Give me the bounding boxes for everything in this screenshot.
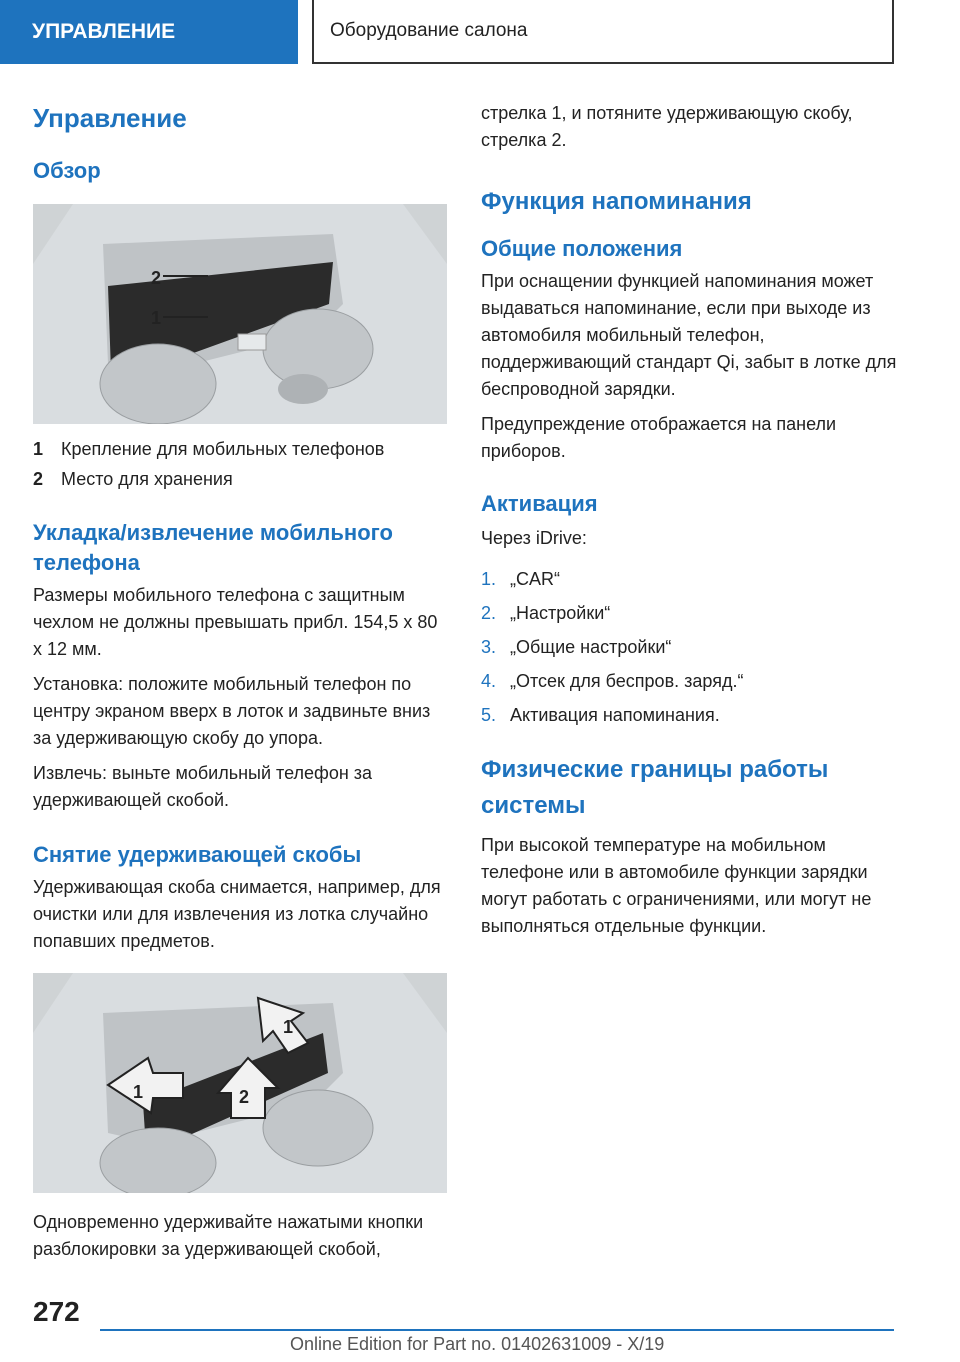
reminder-heading: Функция напоминания xyxy=(481,188,752,215)
legend-number: 2 xyxy=(33,469,44,489)
callout-1: 1 xyxy=(151,308,162,328)
remove-text: Извлечь: выньте мобильный телефон за удерживающей скобой. xyxy=(33,763,373,810)
warning-text: Предупреждение отображается на панели приборов. xyxy=(481,414,837,461)
activation-heading: Активация xyxy=(481,491,598,516)
step-text: „CAR“ xyxy=(510,569,560,589)
overview-heading: Обзор xyxy=(33,158,101,183)
callout-1-left: 1 xyxy=(133,1082,144,1102)
insert-remove-heading: Укладка/извлечение мобильного телефона xyxy=(33,520,393,575)
step-text: „Настройки“ xyxy=(510,603,611,623)
press-buttons-text: Одновременно удерживайте нажатыми кнопки разблокировки за удерживающей скобой, xyxy=(33,1212,424,1259)
bracket-heading: Снятие удерживающей скобы xyxy=(33,842,362,867)
install-text: Установка: положите мобильный телефон по центру экраном вверх в лоток и задвиньте вниз за удерживающую скобу до упора. xyxy=(33,674,431,748)
activation-steps xyxy=(481,562,901,732)
legend-item xyxy=(33,464,449,494)
step-text: „Отсек для беспров. заряд.“ xyxy=(510,671,744,691)
step-number: 1. xyxy=(481,569,497,589)
step-item xyxy=(481,698,901,732)
right-column xyxy=(481,100,901,940)
step-item xyxy=(481,630,901,664)
legend-text: Место для хранения xyxy=(61,469,233,489)
figure-legend xyxy=(33,434,449,494)
footer-divider xyxy=(100,1329,894,1331)
legend-text: Крепление для мобильных телефонов xyxy=(61,439,385,459)
bracket-removal-illustration xyxy=(33,973,447,1193)
section-title: Оборудование салона xyxy=(312,0,894,64)
step-number: 4. xyxy=(481,671,497,691)
step-number: 3. xyxy=(481,637,497,657)
limits-text: При высокой температуре на мобильном телефоне или в автомобиле функции зарядки могут работать с ограничениями, или могут не выполняться отдельные функции. xyxy=(481,835,872,936)
left-column xyxy=(33,100,449,1263)
general-text: При оснащении функцией напоминания может выдаваться напоминание, если при выходе из автомобиля мобильный телефон, поддерживающий стандарт Qi, забыт в лотке для беспроводной зарядки. xyxy=(481,271,897,399)
callout-1-right: 1 xyxy=(283,1017,294,1037)
tray-overview-illustration xyxy=(33,204,447,424)
step-item xyxy=(481,664,901,698)
phone-size-text: Размеры мобильного телефона с защитным чехлом не должны превышать прибл. 154,5 x 80 x 12 мм. xyxy=(33,585,438,659)
step-text: Активация напоминания. xyxy=(510,705,720,725)
edition-footer: Online Edition for Part no. 01402631009 - X/19 xyxy=(290,1334,665,1354)
page-number: 272 xyxy=(33,1296,80,1327)
step-item xyxy=(481,562,901,596)
callout-2: 2 xyxy=(151,268,162,288)
bracket-text: Удерживающая скоба снимается, например, для очистки или для извлечения из лотка случайно попавших предметов. xyxy=(33,877,441,951)
step-number: 5. xyxy=(481,705,497,725)
callout-2-arrow: 2 xyxy=(239,1087,250,1107)
step-number: 2. xyxy=(481,603,497,623)
legend-item xyxy=(33,434,449,464)
via-idrive-text: Через iDrive: xyxy=(481,528,587,548)
legend-number: 1 xyxy=(33,439,44,459)
continued-text: стрелка 1, и потяните удерживающую скобу, стрелка 2. xyxy=(481,103,853,150)
chapter-tab: УПРАВЛЕНИЕ xyxy=(0,0,298,64)
limits-heading: Физические границы работы системы xyxy=(481,756,829,819)
page-title: Управление xyxy=(33,103,187,133)
general-heading: Общие положения xyxy=(481,236,683,261)
step-item xyxy=(481,596,901,630)
step-text: „Общие настройки“ xyxy=(510,637,672,657)
